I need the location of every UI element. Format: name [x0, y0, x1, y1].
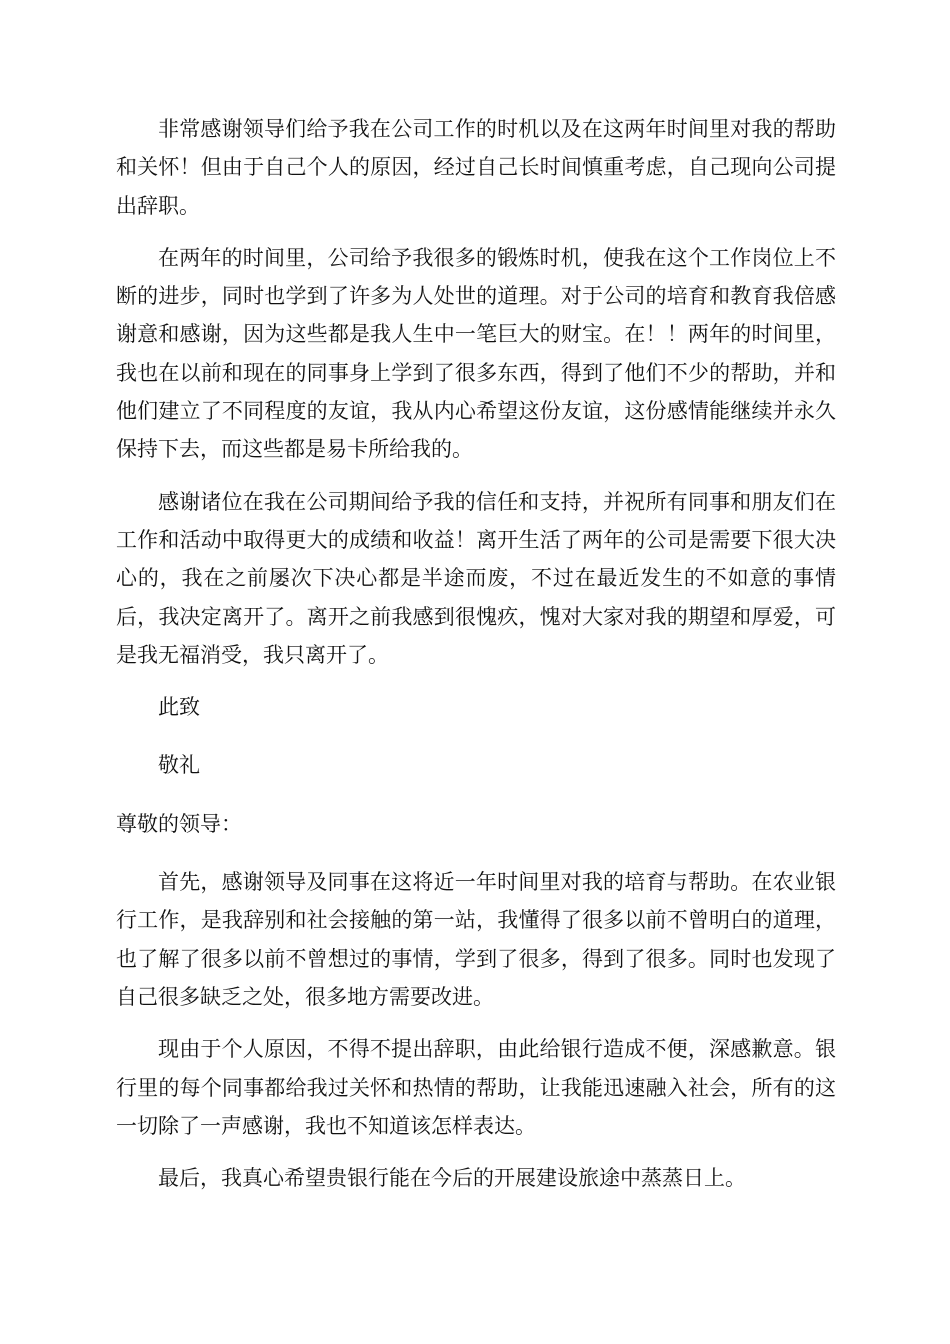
paragraph-resignation-reason: 现由于个人原因，不得不提出辞职，由此给银行造成不便，深感歉意。银行里的每个同事都给我过关怀和热情的帮助，让我能迅速融入社会，所有的这一切除了一声感谢，我也不知道该怎样表达。 — [116, 1037, 836, 1138]
closing-cizhi: 此致 — [158, 695, 200, 720]
salutation: 尊敬的领导： — [116, 811, 242, 836]
paragraph-final-wish: 最后，我真心希望贵银行能在今后的开展建设旅途中蒸蒸日上。 — [158, 1166, 746, 1191]
paragraph-two-years: 在两年的时间里，公司给予我很多的锻炼时机，使我在这个工作岗位上不断的进步，同时也学到了许多为人处世的道理。对于公司的培育和教育我倍感谢意和感谢，因为这些都是我人生中一笔巨大的财宝。在！！两年的时间里，我也在以前和现在的同事身上学到了很多东西，得到了他们不少的帮助，并和他们建立了不同程度的友谊，我从内心希望这份友谊，这份感情能继续并永久保持下去，而这些都是易卡所给我的。 — [116, 245, 836, 462]
paragraph-gratitude-departure: 感谢诸位在我在公司期间给予我的信任和支持，并祝所有同事和朋友们在工作和活动中取得更大的成绩和收益！离开生活了两年的公司是需要下很大决心的，我在之前屡次下决心都是半途而废，不过在最近发生的不如意的事情后，我决定离开了。离开之前我感到很愧疚，愧对大家对我的期望和厚爱，可是我无福消受，我只离开了。 — [116, 489, 836, 667]
document-body — [116, 110, 836, 1211]
paragraph-bank-thanks: 首先，感谢领导及同事在这将近一年时间里对我的培育与帮助。在农业银行工作，是我辞别和社会接触的第一站，我懂得了很多以前不曾明白的道理，也了解了很多以前不曾想过的事情，学到了很多，得到了很多。同时也发现了自己很多缺乏之处，很多地方需要改进。 — [116, 870, 836, 1009]
paragraph-thanks-intro: 非常感谢领导们给予我在公司工作的时机以及在这两年时间里对我的帮助和关怀！但由于自己个人的原因，经过自己长时间慎重考虑，自己现向公司提出辞职。 — [116, 117, 836, 218]
closing-jingli: 敬礼 — [158, 753, 200, 778]
